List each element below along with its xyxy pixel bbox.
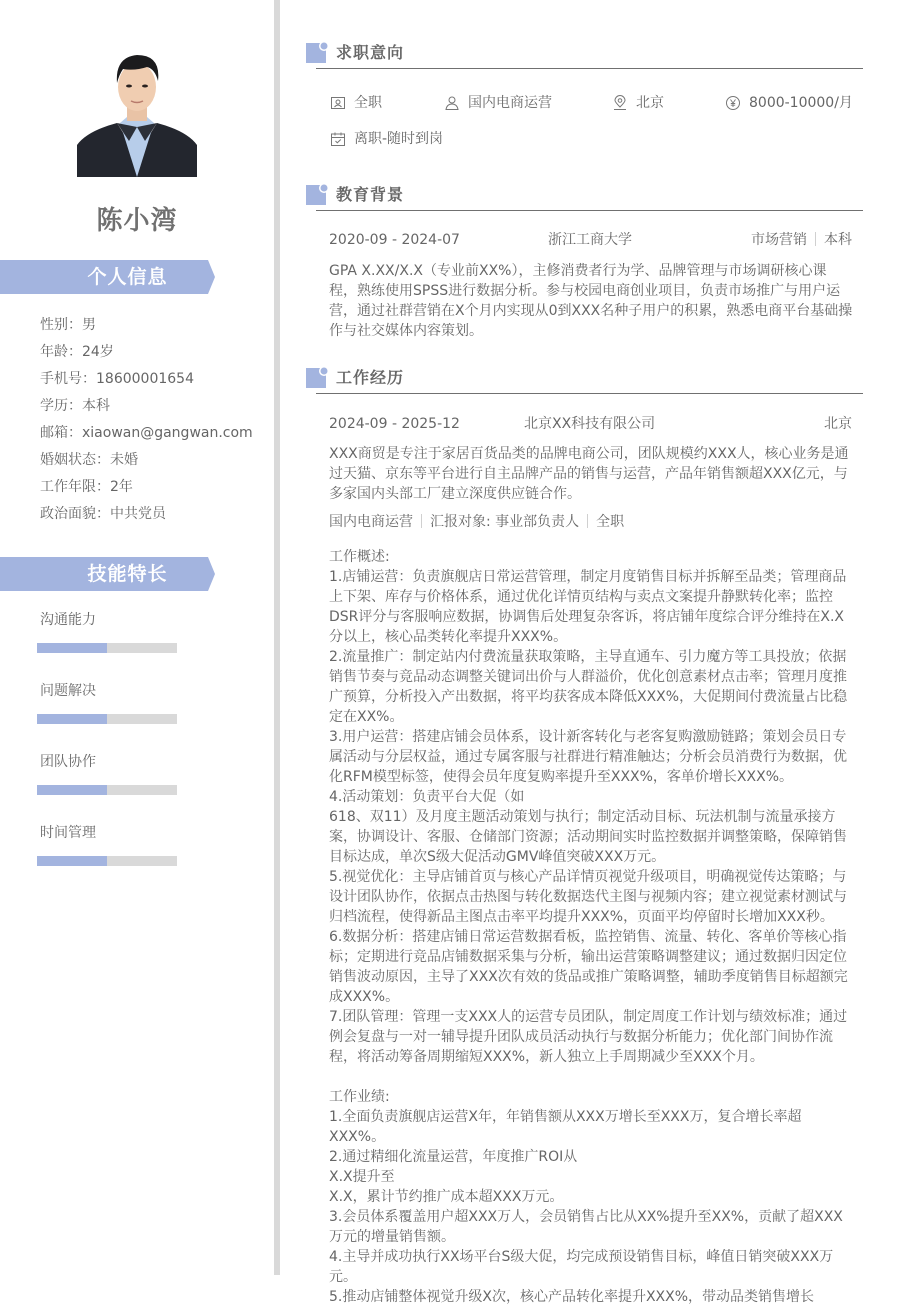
intent-city-text: 北京: [636, 95, 664, 111]
intent-job-type: [330, 93, 382, 113]
section-bullet-icon: [306, 185, 328, 205]
skill-name: 团队协作: [40, 754, 96, 770]
skill-level-fill: [37, 856, 107, 866]
education-title: 教育背景: [336, 185, 405, 204]
skill-level-bar: [37, 714, 177, 724]
work-tag-report-to: 汇报对象: 事业部负责人: [430, 514, 580, 530]
intent-city: [612, 93, 664, 113]
intent-availability-text: 离职-随时到岗: [354, 131, 444, 147]
education-description: GPA X.XX/X.X（专业前XX%），主修消费者行为学、品牌管理与市场调研核心课程，熟练使用SPSS进行数据分析。参与校园电商创业项目，负责市场推广与用户运营，通过社群营销在X个月内实现从0到XXX名种子用户的积累，熟悉电商平台基础操作与社交媒体内容策划。: [329, 263, 853, 339]
portrait-image: [77, 45, 197, 177]
work-achievement-item: 2.通过精细化流量运营，年度推广ROI从: [329, 1149, 578, 1165]
work-duty-item: 618、双11）及月度主题活动策划与执行；制定活动目标、玩法机制与流量承接方案，协调设计、客服、仓储部门资源；活动期间实时监控数据并调整策略，保障销售目标达成，单次S级大促活动GMV峰值突破XXX万元。: [329, 809, 847, 865]
education-major: 市场营销: [751, 232, 807, 248]
info-gender: 性别：男: [40, 317, 96, 333]
location-icon: [612, 95, 628, 111]
skill-name: 时间管理: [40, 825, 96, 841]
skill-item: [37, 750, 237, 821]
intent-salary-text: 8000-10000/月: [749, 95, 853, 111]
sidebar: [0, 0, 274, 1275]
skill-level-bar: [37, 643, 177, 653]
blank-line: [329, 1067, 854, 1087]
sidebar-divider: [274, 0, 280, 1275]
info-education: 学历：本科: [40, 398, 110, 414]
info-phone: 手机号：18600001654: [40, 371, 194, 387]
education-school: 浙江工商大学: [548, 232, 632, 248]
skill-level-bar: [37, 856, 177, 866]
skill-level-fill: [37, 785, 107, 795]
work-duty-item: 7.团队管理：管理一支XXX人的运营专员团队，制定周度工作计划与绩效标准；通过例会复盘与一对一辅导提升团队成员活动执行与数据分析能力；优化部门间协作流程，将活动筹备周期缩短XXX%，新人独立上手周期减少至XXX个月。: [329, 1009, 848, 1065]
separator: [421, 514, 422, 528]
calendar-icon: [330, 131, 346, 147]
work-duty-item: 2.流量推广：制定站内付费流量获取策略，主导直通车、引力魔方等工具投放；依据销售节奏与竞品动态调整关键词出价与人群溢价，优化创意素材点击率；管理月度推广预算，分析投入产出数据，将平均获客成本降低XXX%，大促期间付费流量占比稳定在XX%。: [329, 649, 848, 725]
skills-header: [0, 557, 215, 591]
skills-list: [37, 608, 237, 892]
work-company: 北京XX科技有限公司: [524, 416, 656, 432]
profile-photo: [77, 45, 197, 177]
skill-item: [37, 608, 237, 679]
personal-info-title: 个人信息: [87, 266, 168, 288]
info-marital-status: 婚姻状态：未婚: [40, 452, 138, 468]
work-city: 北京: [824, 416, 852, 432]
skill-name: 问题解决: [40, 683, 96, 699]
work-duty-item: 5.视觉优化：主导店铺首页与核心产品详情页视觉升级项目，明确视觉传达策略；与设计团队协作，依据点击热图与转化数据迭代主图与视频内容；建立视觉素材测试与归档流程，使得新品主图点击率平均提升XXX%，页面平均停留时长增加XXX秒。: [329, 869, 847, 925]
intent-availability: [330, 129, 443, 149]
work-tag-type: 全职: [596, 514, 625, 530]
work-tag-position: 国内电商运营: [329, 514, 413, 530]
job-intent-header: [306, 41, 863, 75]
work-duty-item: 6.数据分析：搭建店铺日常运营数据看板，监控销售、流量、转化、客单价等核心指标；定期进行竞品店铺数据采集与分析，输出运营策略调整建议；通过数据归因定位销售波动原因，主导了XXX次有效的货品或推广策略调整，辅助季度销售目标超额完成XXX%。: [329, 929, 848, 1005]
section-divider: [316, 210, 863, 211]
work-duty-item: 1.店铺运营：负责旗舰店日常运营管理，制定月度销售目标并拆解至品类；管理商品上下架、库存与价格体系，通过优化详情页结构与卖点文案提升静默转化率；监控DSR评分与客服响应数据，协调售后处理复杂客诉，将店铺年度综合评分维持在X.X分以上，核心品类转化率提升XXX%。: [329, 569, 847, 645]
work-duty-item: 3.用户运营：搭建店铺会员体系，设计新客转化与老客复购激励链路；策划会员日专属活动与分层权益，通过专属客服与社群进行精准触达；分析会员消费行为数据，优化RFM模型标签，使得会员年度复购率提升至XXX%，客单价增长XXX%。: [329, 729, 847, 785]
job-type-icon: [330, 95, 346, 111]
job-intent-title: 求职意向: [336, 43, 405, 62]
section-bullet-icon: [306, 43, 328, 63]
intent-position-text: 国内电商运营: [468, 95, 552, 111]
work-period: 2024-09 - 2025-12: [329, 416, 460, 432]
section-divider: [316, 68, 863, 69]
skills-title: 技能特长: [87, 563, 168, 585]
work-achievement-item: 4.主导并成功执行XX场平台S级大促，均完成预设销售目标，峰值日销突破XXX万元。: [329, 1249, 834, 1285]
intent-salary: [725, 93, 853, 113]
work-details: [329, 547, 854, 1307]
education-major-degree: [751, 230, 852, 250]
candidate-name: 陈小湾: [96, 206, 178, 236]
work-achievement-item: 1.全面负责旗舰店运营X年，年销售额从XXX万增长至XXX万，复合增长率超XXX%。: [329, 1109, 802, 1145]
skill-item: [37, 679, 237, 750]
person-icon: [444, 95, 460, 111]
separator: [815, 232, 816, 246]
work-header: [306, 366, 863, 400]
work-overview-label: 工作概述:: [329, 549, 390, 565]
info-political-status: 政治面貌：中共党员: [40, 506, 166, 522]
info-email: 邮箱：xiaowan@gangwan.com: [40, 425, 253, 441]
work-achievement-item: X.X，累计节约推广成本超XXX万元。: [329, 1189, 564, 1205]
work-duty-item: 4.活动策划：负责平台大促（如: [329, 789, 525, 805]
skill-level-fill: [37, 714, 107, 724]
skill-level-fill: [37, 643, 107, 653]
skill-level-bar: [37, 785, 177, 795]
section-divider: [316, 393, 863, 394]
info-work-years: 工作年限：2年: [40, 479, 133, 495]
separator: [587, 514, 588, 528]
work-achievements-label: 工作业绩:: [329, 1089, 390, 1105]
work-achievement-item: X.X提升至: [329, 1169, 395, 1185]
skill-item: [37, 821, 237, 892]
skill-name: 沟通能力: [40, 612, 96, 628]
education-degree: 本科: [824, 232, 852, 248]
work-title: 工作经历: [336, 368, 405, 387]
intent-job-type-text: 全职: [354, 95, 382, 111]
work-achievement-item: 5.推动店铺整体视觉升级X次，核心产品转化率提升XXX%，带动品类销售增长: [329, 1289, 815, 1305]
section-bullet-icon: [306, 368, 328, 388]
personal-info-header: [0, 260, 215, 294]
education-header: [306, 183, 863, 217]
company-description: XXX商贸是专注于家居百货品类的品牌电商公司，团队规模约XXX人，核心业务是通过天猫、京东等平台进行自主品牌产品的销售与运营，产品年销售额超XXX亿元，与多家国内头部工厂建立深度供应链合作。: [329, 446, 849, 502]
info-age: 年龄：24岁: [40, 344, 114, 360]
intent-position: [444, 93, 552, 113]
education-period: 2020-09 - 2024-07: [329, 232, 460, 248]
yen-icon: [725, 95, 741, 111]
personal-info-list: [40, 312, 253, 528]
work-achievement-item: 3.会员体系覆盖用户超XXX万人，会员销售占比从XX%提升至XX%，贡献了超XXX万元的增量销售额。: [329, 1209, 843, 1245]
work-tags: [329, 512, 624, 532]
